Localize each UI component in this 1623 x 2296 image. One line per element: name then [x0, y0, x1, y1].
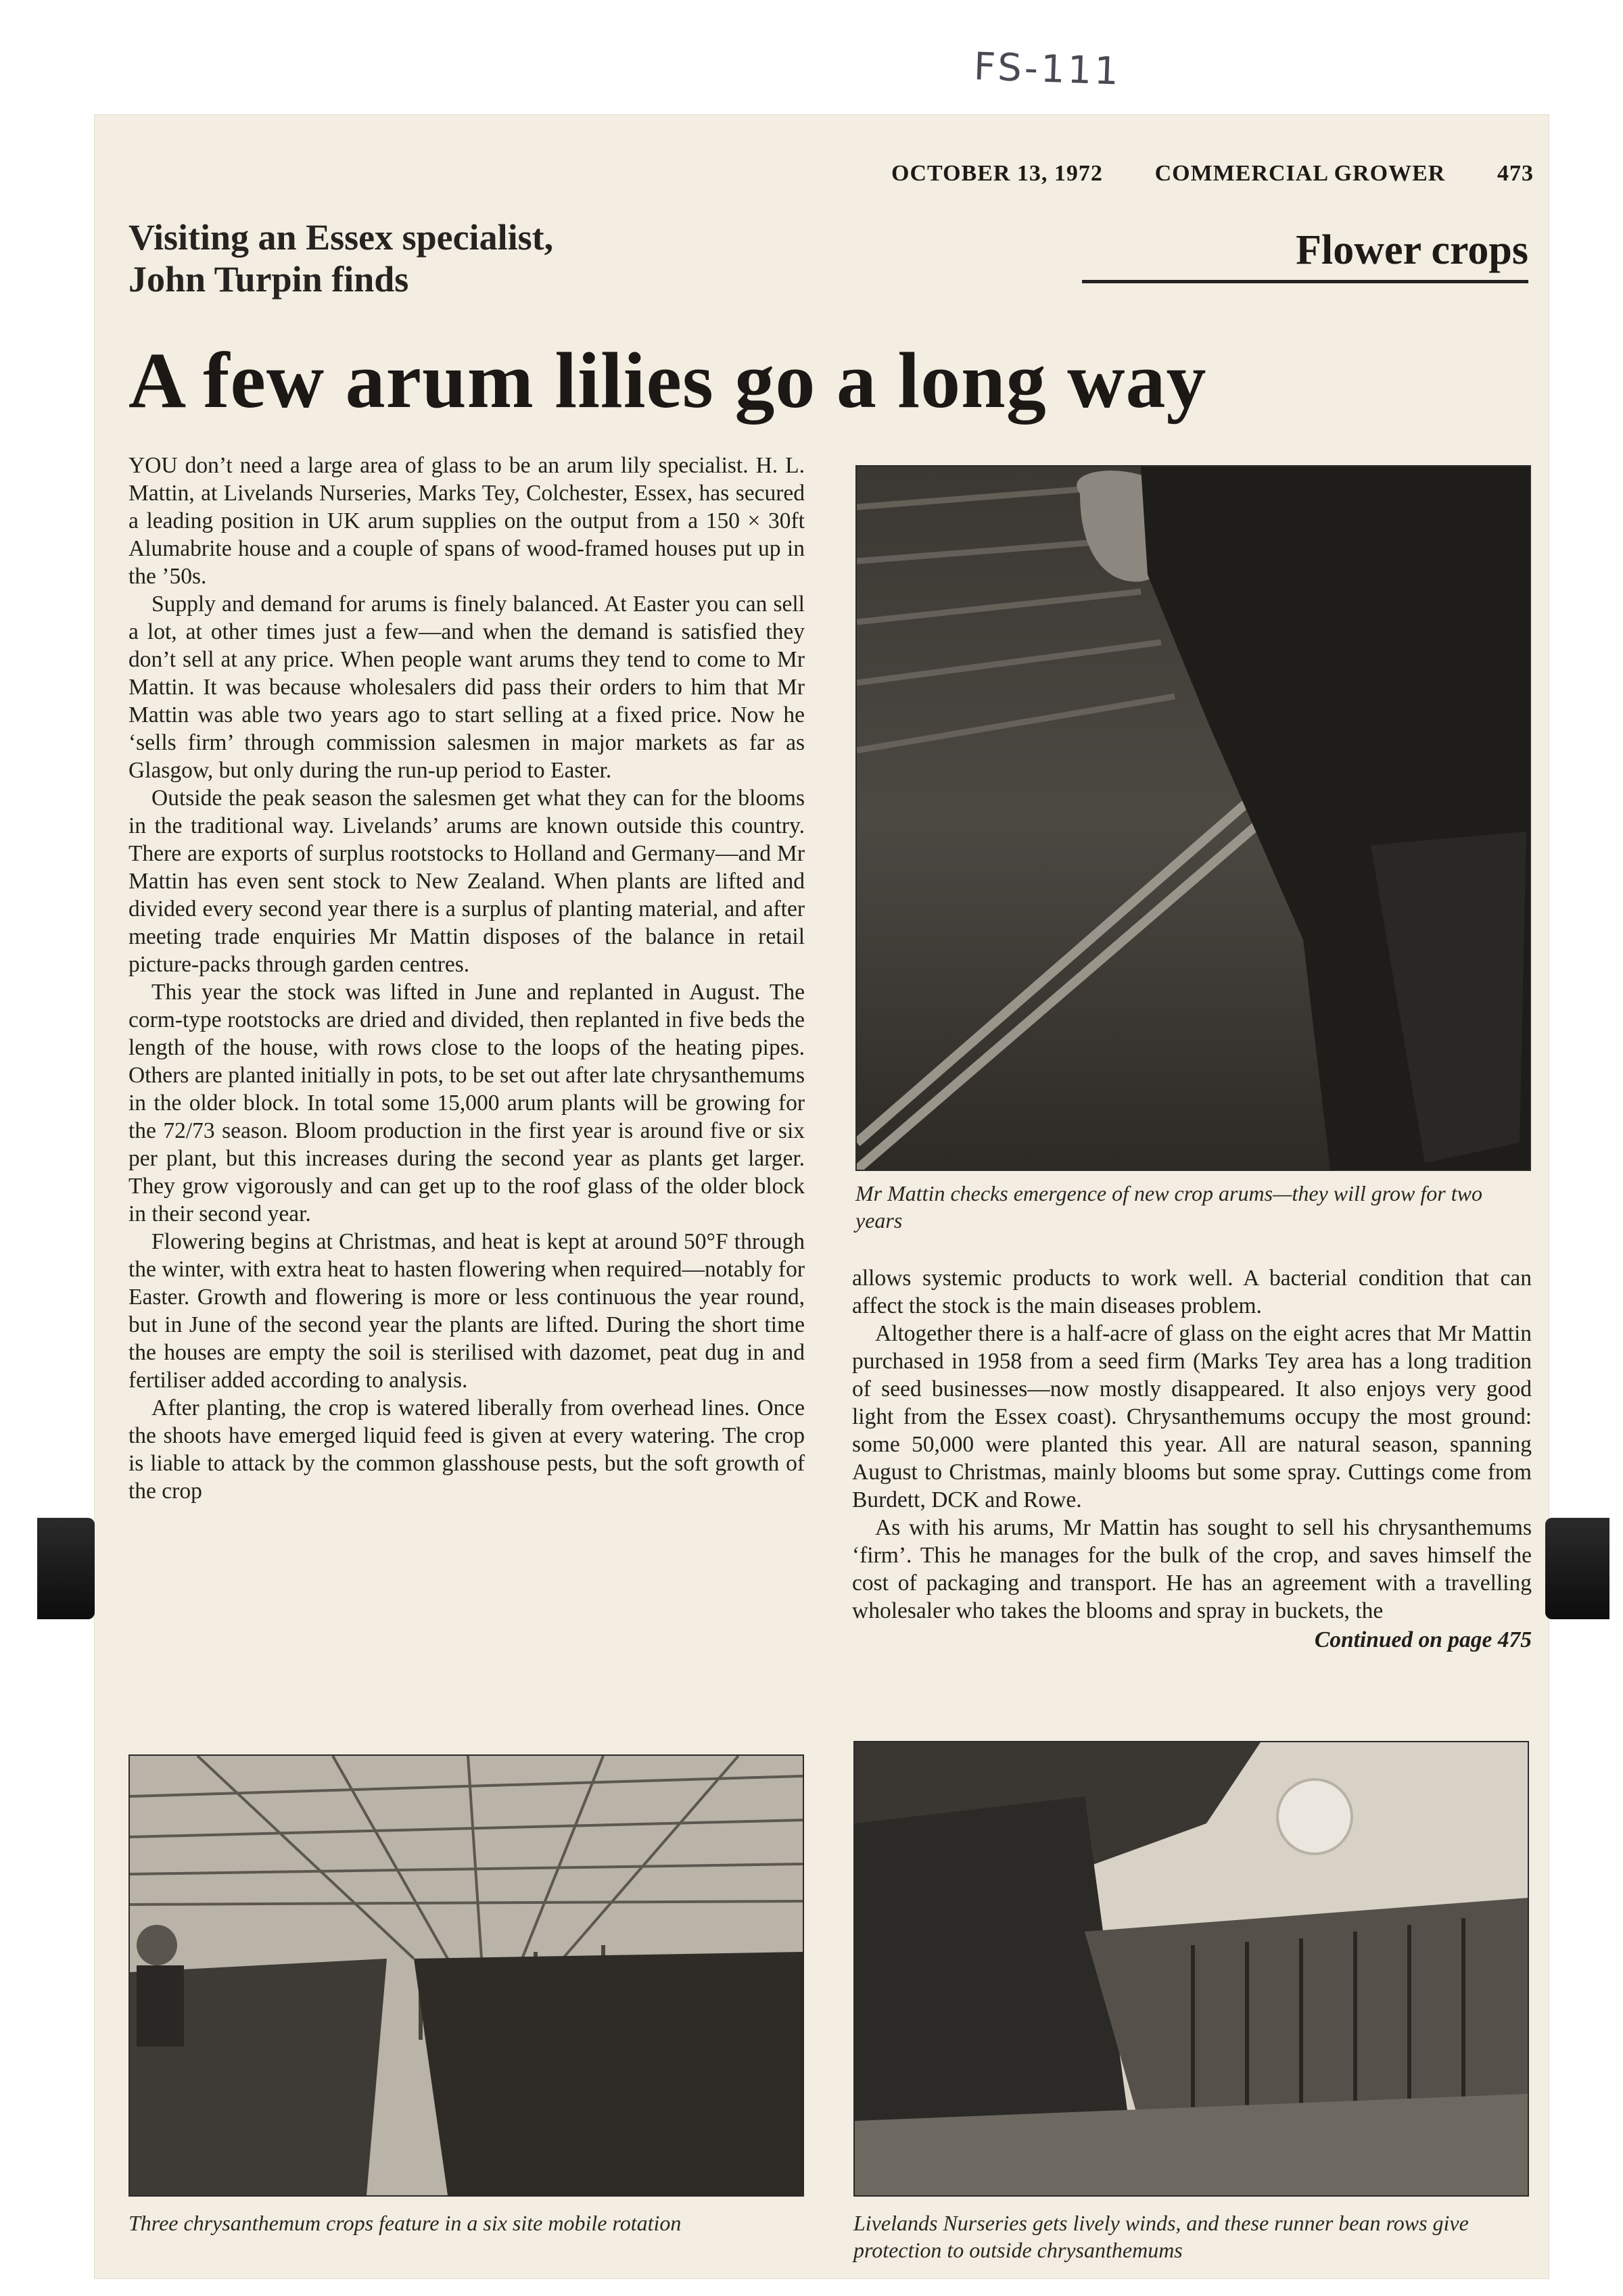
article-column-left — [128, 452, 805, 1505]
kicker-line-1: Visiting an Essex specialist, — [128, 217, 554, 258]
scan-edge-shadow-right — [1545, 1518, 1609, 1619]
kicker — [128, 216, 805, 300]
photo-caption: Three chrysanthemum crops feature in a six site mobile rotation — [128, 2211, 682, 2235]
paragraph: allows systemic products to work well. A bacterial condition that can affect the stock is the main diseases problem. — [852, 1266, 1532, 1318]
paragraph: This year the stock was lifted in June and replanted in August. The corm-type rootstocks are dried and divided, then replanted in five beds the length of the house, with rows close to the loops of the heating pipes. Others are planted initially in pots, to be set out after late chrysanthemums in the older block. In total some 15,000 arum plants will be growing for the 72/73 season. Bloom production in the first year is around five or six per plant, but this increases during the second year as plants get larger. They grow vigorously and can get up to the roof glass of the older block in their second year. — [128, 980, 805, 1226]
photo-glasshouse-chrysanthemums — [128, 1754, 804, 2197]
photo-caption: Mr Mattin checks emergence of new crop arums—they will grow for two years — [855, 1181, 1482, 1233]
paragraph: Supply and demand for arums is finely balanced. At Easter you can sell a lot, at other times just a few—and when the demand is satisfied they don’t sell at any price. When people want arums they tend to come to Mr Mattin. It was because wholesalers did pass their orders to him that Mr Mattin was able two years ago to start selling at a fixed price. Now he ‘sells firm’ through commission salesmen in major markets as far as Glasgow, but only during the run-up period to Easter. — [128, 592, 805, 783]
running-header — [891, 161, 1534, 187]
headline: A few arum lilies go a long way — [128, 336, 1207, 425]
paragraph: Outside the peak season the salesmen get what they can for the blooms in the traditional way. Livelands’ arums are known outside this country. There are exports of surplus rootstocks to Holland and Germany—and Mr Mattin has even sent stock to New Zealand. When plants are lifted and divided every second year there is a surplus of planting material, and after meeting trade enquiries Mr Mattin disposes of the balance in retail picture-packs through garden centres. — [128, 786, 805, 977]
paragraph: As with his arums, Mr Mattin has sought to sell his chrysanthemums ‘firm’. This he manages for the bulk of the crop, and saves himself the cost of packaging and transport. He has an agreement with a travelling wholesaler who takes the blooms and spray in buckets, the — [852, 1515, 1532, 1623]
section-label: Flower crops — [1082, 226, 1528, 283]
paragraph: Altogether there is a half-acre of glass on the eight acres that Mr Mattin purchased in 1958 from a seed firm (Marks Tey area has a long tradition of seed businesses—now mostly disappeared. It also enjoys very good light from the Essex coast). Chrysanthemums occupy the most ground: some 50,000 were planted this year. All are natural season, spanning August to Christmas, mainly blooms but some spray. Cuttings come from Burdett, DCK and Rowe. — [852, 1321, 1532, 1512]
paragraph: After planting, the crop is watered liberally from overhead lines. Once the shoots have emerged liquid feed is given at every watering. The crop is liable to attack by the common glasshouse pests, but the soft growth of the crop — [128, 1395, 805, 1504]
photo-caption: Livelands Nurseries gets lively winds, and these runner bean rows give protection to outside chrysanthemums — [853, 2211, 1469, 2262]
kicker-line-2: John Turpin finds — [128, 259, 409, 300]
paragraph: Flowering begins at Christmas, and heat is kept at around 50°F through the winter, with extra heat to hasten flowering when required—notably for Easter. Growth and flowering is more or less continuous the year round, but in June of the second year the plants are lifted. During the short time the houses are empty the soil is sterilised with dazomet, peat dug in and fertiliser added according to analysis. — [128, 1229, 805, 1393]
scan-edge-shadow-left — [37, 1518, 95, 1619]
handwritten-note: FS-111 — [972, 45, 1122, 94]
continued-note: Continued on page 475 — [1314, 1627, 1532, 1652]
photo-mattin-checking-arums — [855, 465, 1531, 1171]
issue-date: OCTOBER 13, 1972 — [891, 161, 1103, 186]
paragraph: YOU don’t need a large area of glass to be an arum lily specialist. H. L. Mattin, at Livelands Nurseries, Marks Tey, Colchester, Essex, has secured a leading position in UK arum supplies on the output from a 150 × 30ft Alumabrite house and a couple of spans of wood-framed houses put up in the ’50s. — [128, 453, 805, 589]
article-column-right — [852, 1264, 1532, 1654]
page-number: 473 — [1497, 161, 1534, 186]
publication-name: COMMERCIAL GROWER — [1154, 161, 1446, 186]
photo-runner-bean-rows — [853, 1741, 1529, 2197]
